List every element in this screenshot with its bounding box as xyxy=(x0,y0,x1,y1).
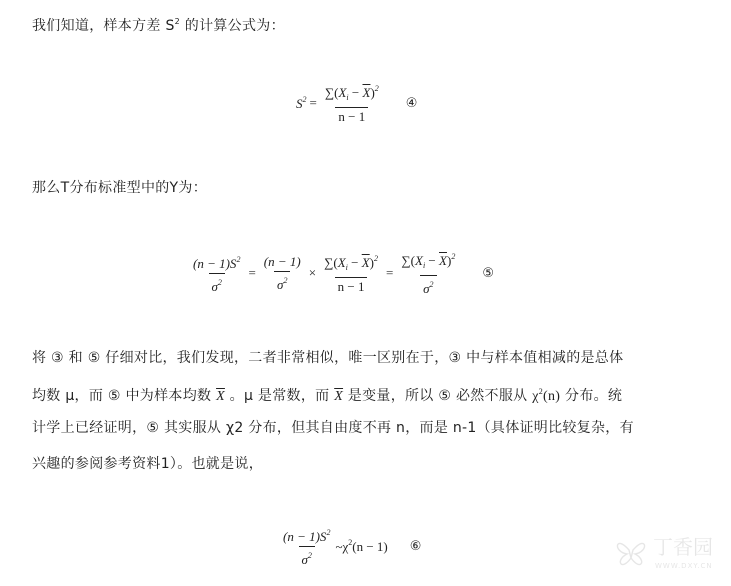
para-compare-line-3: 计学上已经证明，⑤ 其实服从 χ2 分布，但其自由度不再 n，而是 n-1（具体证明比较复杂，有 xyxy=(32,420,634,436)
equation-6 xyxy=(278,524,421,569)
equation-4 xyxy=(296,80,417,126)
para-t-distribution: 那么T分布标准型中的Y为： xyxy=(32,180,208,196)
eq4-denominator: n − 1 xyxy=(335,107,368,126)
eq4-fraction xyxy=(322,80,382,126)
inline-xbar: $\overline{X}$ xyxy=(216,389,225,404)
watermark-sub: WWW.DXY.CN xyxy=(655,562,713,570)
eq5-equals-2: = xyxy=(386,265,394,280)
eq4-equals: = xyxy=(309,95,317,110)
eq4-numerator: $\sum(X_i - \overline{X})^2$ xyxy=(324,84,379,102)
equation-marker-5: ⑤ xyxy=(482,265,494,281)
inline-xbar-2: $\overline{X}$ xyxy=(334,389,344,404)
eq5-times: × xyxy=(308,265,317,280)
eq5-frac-2: $\frac{(n - 1)}{\sigma^2}$ xyxy=(263,253,301,292)
equation-marker-4: ④ xyxy=(405,95,418,111)
para-compare-line-2: 均数 μ，而 ⑤ 中为样本均数 $\overline{X}$ 。μ 是常数，而 $\overline{X}$ 是变量，所以 ⑤ 必然不服从 $\chi^2(n)$ 分布。统 xyxy=(32,387,623,404)
equation-marker-6: ⑥ xyxy=(409,539,422,554)
eq6-fraction: $\frac{(n - 1)S^2}{\sigma^2}$ xyxy=(283,528,331,567)
intro-before: 我们知道，样本方差 S xyxy=(32,18,175,34)
eq6-chi: $\chi^2(n - 1)$ xyxy=(342,538,388,554)
equation-5 xyxy=(188,248,494,298)
eq5-frac-3: $\frac{\sum(X_i - \overline{X})^2}{n - 1}$ xyxy=(324,254,379,294)
para-compare-line-4: 兴趣的参阅参考资料1）。也就是说， xyxy=(32,456,264,472)
eq6-tilde: ~ xyxy=(335,538,343,554)
intro-after: 的计算公式为： xyxy=(180,18,285,34)
eq5-equals-1: = xyxy=(248,265,256,280)
inline-chi: $\chi^2(n)$ xyxy=(532,387,561,404)
intro-sup: 2 xyxy=(174,17,181,26)
watermark-text: 丁香园 xyxy=(653,535,713,559)
eq5-frac-4: $\frac{\sum(X_i - \overline{X})^2}{\sigma^2}$ xyxy=(401,252,456,296)
butterfly-logo-icon xyxy=(609,522,719,578)
para-compare-line-1: 将 ③ 和 ⑤ 仔细对比，我们发现，二者非常相似，唯一区别在于，③ 中与样本值相减的是总体 xyxy=(32,350,624,366)
dxy-watermark-logo xyxy=(609,522,719,578)
eq5-frac-1: $\frac{(n - 1)S^2}{\sigma^2}$ xyxy=(193,254,241,294)
eq4-lhs: $S^2$ xyxy=(296,94,307,111)
intro-text xyxy=(32,12,285,36)
